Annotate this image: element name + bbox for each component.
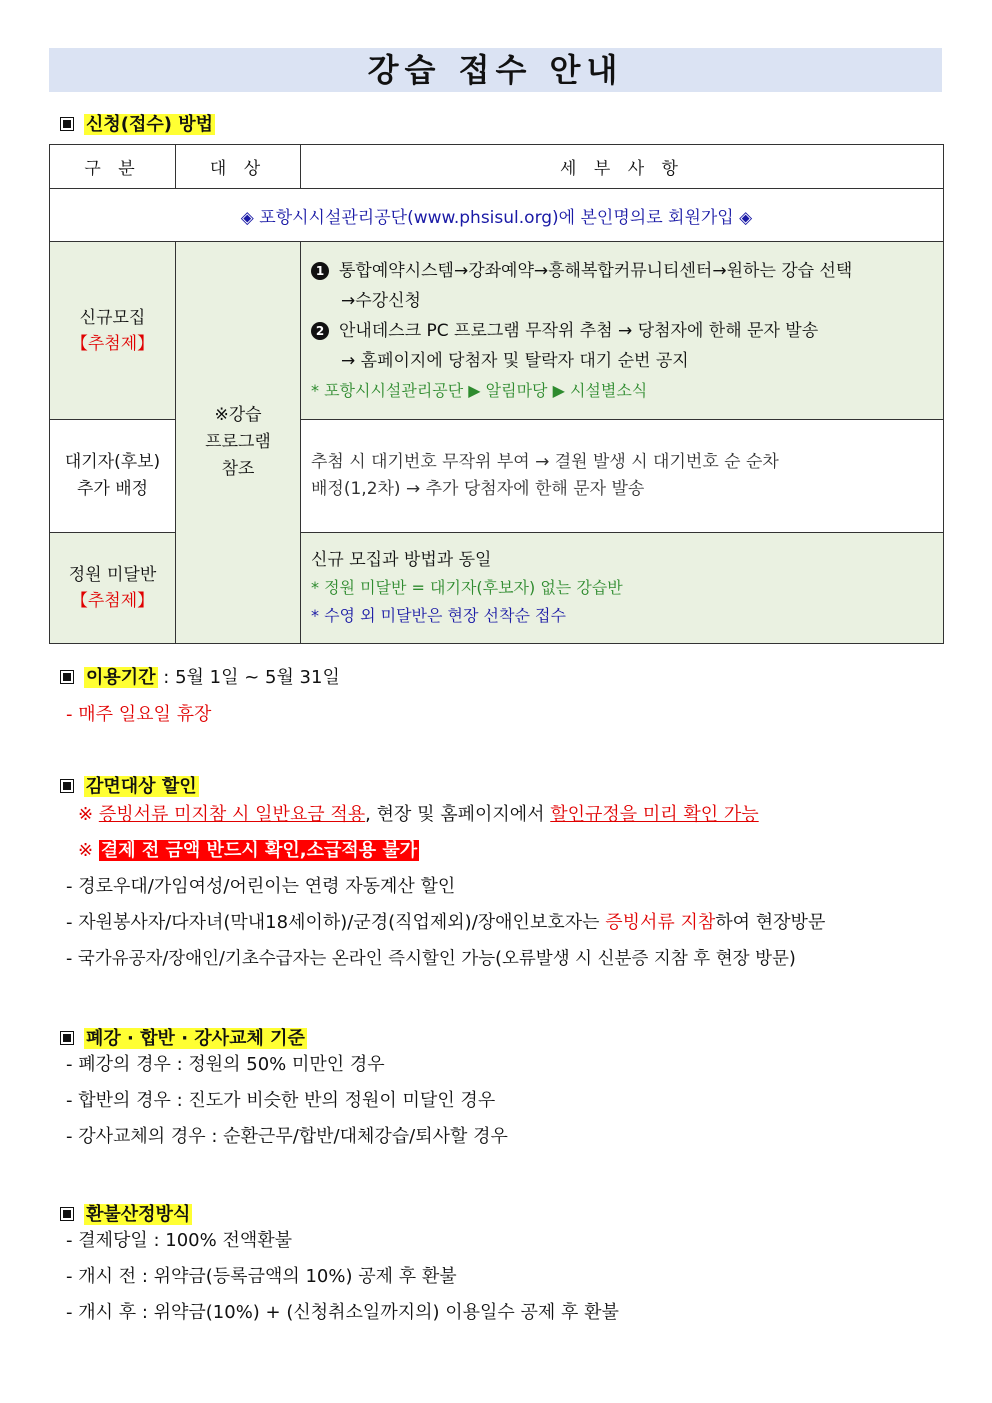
square-bullet-icon xyxy=(60,670,74,684)
section-closure-heading: 폐강 · 합반 · 강사교체 기준 xyxy=(60,1028,307,1050)
category-new: 신규모집 【추첨제】 xyxy=(50,242,176,420)
closed-day-note: - 매주 일요일 휴장 xyxy=(66,704,212,725)
apply-table xyxy=(49,144,944,644)
page-title: 강습 접수 안내 xyxy=(367,51,624,89)
target-cell: ※강습 프로그램 참조 xyxy=(176,242,301,644)
number-2-icon: 2 xyxy=(311,322,329,340)
table-header-row xyxy=(50,145,944,189)
square-bullet-icon xyxy=(60,779,74,793)
category-undersubscribed: 정원 미달반 【추첨제】 xyxy=(50,533,176,644)
section-period-heading: 이용기간 : 5월 1일 ~ 5월 31일 xyxy=(60,667,340,689)
closure-item: - 강사교체의 경우 : 순환근무/합반/대체강습/퇴사할 경우 xyxy=(66,1126,508,1147)
discount-item: - 국가유공자/장애인/기초수급자는 온라인 즉시할인 가능(오류발생 시 신분증 지참 후 현장 방문) xyxy=(66,949,796,969)
detail-new: 1 통합예약시스템→강좌예약→흥해복합커뮤니티센터→원하는 강습 선택 →수강신청 2 안내데스크 PC 프로그램 무작위 추첨 → 당첨자에 한해 문자 발송 → 홈페이지에 당첨자 및 탈락자 대기 순번 공지 * 포항시시설관리공단 ▶ 알림마당 ▶ 시설별소식 xyxy=(301,242,944,420)
period-value: : 5월 1일 ~ 5월 31일 xyxy=(157,667,340,688)
square-bullet-icon xyxy=(60,117,74,131)
number-1-icon: 1 xyxy=(311,262,329,280)
green-note: * 포항시시설관리공단 ▶ 알림마당 ▶ 시설별소식 xyxy=(311,380,648,400)
square-bullet-icon xyxy=(60,1031,74,1045)
header-category: 구 분 xyxy=(50,145,176,189)
refund-item: - 결제당일 : 100% 전액환불 xyxy=(66,1230,293,1251)
header-detail: 세 부 사 항 xyxy=(301,145,944,189)
title-bar xyxy=(49,48,942,92)
discount-item: - 자원봉사자/다자녀(막내18세이하)/군경(직업제외)/장애인보호자는 증빙서류 지참하여 현장방문 xyxy=(66,912,826,933)
category-waitlist: 대기자(후보) 추가 배정 xyxy=(50,420,176,533)
refund-item: - 개시 전 : 위약금(등록금액의 10%) 공제 후 환불 xyxy=(66,1266,457,1287)
header-target: 대 상 xyxy=(176,145,301,189)
detail-waitlist: 추첨 시 대기번호 무작위 부여 → 결원 발생 시 대기번호 순 순차 배정(1,2차) → 추가 당첨자에 한해 문자 발송 xyxy=(301,420,944,533)
discount-warning-1: ※ 증빙서류 미지참 시 일반요금 적용, 현장 및 홈페이지에서 할인규정을 미리 확인 가능 xyxy=(78,804,759,825)
signup-notice: ◈ 포항시시설관리공단(www.phsisul.org)에 본인명의로 회원가입 ◈ xyxy=(50,189,944,242)
detail-undersubscribed: 신규 모집과 방법과 동일 * 정원 미달반 = 대기자(후보자) 없는 강습반 * 수영 외 미달반은 현장 선착순 접수 xyxy=(301,533,944,644)
closure-item: - 폐강의 경우 : 정원의 50% 미만인 경우 xyxy=(66,1054,385,1075)
section-refund-heading: 환불산정방식 xyxy=(60,1204,192,1226)
square-bullet-icon xyxy=(60,1207,74,1221)
closure-item: - 합반의 경우 : 진도가 비슷한 반의 정원이 미달인 경우 xyxy=(66,1090,496,1111)
table-row xyxy=(50,242,944,420)
refund-item: - 개시 후 : 위약금(10%) + (신청취소일까지의) 이용일수 공제 후 환불 xyxy=(66,1302,619,1323)
lottery-tag: 【추첨제】 xyxy=(70,591,155,611)
discount-item: - 경로우대/가임여성/어린이는 연령 자동계산 할인 xyxy=(66,876,456,897)
section-apply-heading: 신청(접수) 방법 xyxy=(60,114,215,136)
discount-warning-2: ※ 결제 전 금액 반드시 확인,소급적용 불가 xyxy=(78,840,418,861)
section-discount-heading: 감면대상 할인 xyxy=(60,776,199,798)
lottery-tag: 【추첨제】 xyxy=(70,333,155,354)
